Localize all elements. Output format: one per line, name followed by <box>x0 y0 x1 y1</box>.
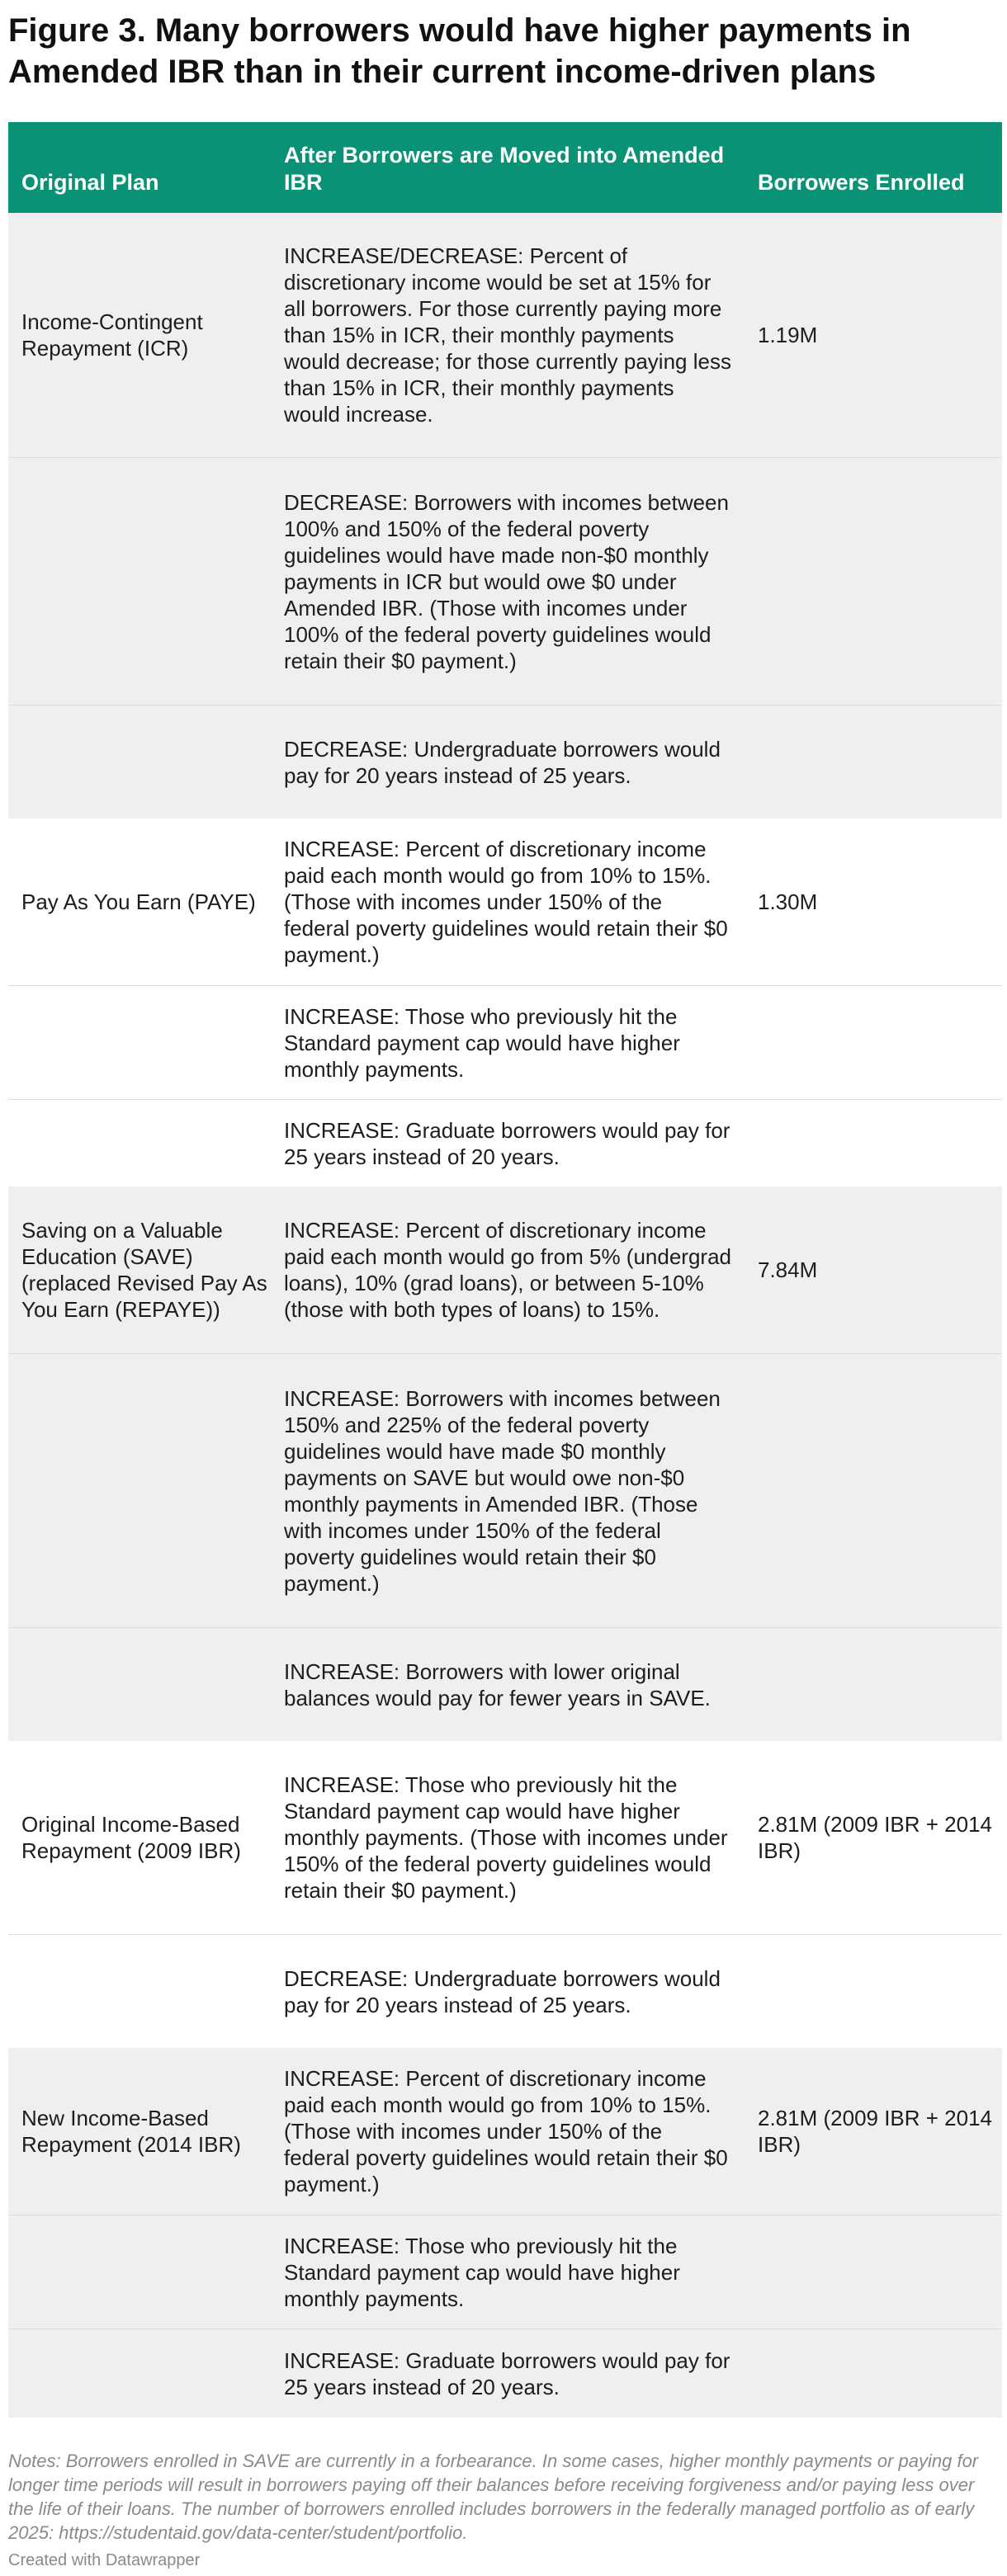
cell-plan: Income-Contingent Repayment (ICR) <box>21 309 203 361</box>
cell-enrolled: 2.81M (2009 IBR + 2014 IBR) <box>758 1812 993 1863</box>
cell-plan: Pay As You Earn (PAYE) <box>21 889 256 914</box>
cell-change: INCREASE: Borrowers with lower original balances would pay for fewer years in SAVE. <box>284 1658 711 1710</box>
header-borrowers-enrolled: Borrowers Enrolled <box>758 170 965 195</box>
table-header <box>8 122 1002 213</box>
header-original-plan: Original Plan <box>21 170 159 195</box>
table-row <box>8 1099 1002 1187</box>
cell-change: DECREASE: Borrowers with incomes between 100% and 150% of the federal poverty guidelines would have made non-$0 monthly payments in ICR but would owe $0 under Amended IBR. (Those with incomes under 100% of the federal poverty guidelines would retain their $0 payment.) <box>284 489 729 673</box>
cell-plan: New Income-Based Repayment (2014 IBR) <box>21 2106 241 2157</box>
cell-change: INCREASE: Those who previously hit the Standard payment cap would have higher monthly payments. <box>284 1003 680 1082</box>
cell-change: INCREASE/DECREASE: Percent of discretionary income would be set at 15% for all borrowers. For those currently paying more than 15% in ICR, their monthly payments would decrease; for those currently paying less than 15% in ICR, their monthly payments would increase. <box>284 243 731 427</box>
notes: Notes: Borrowers enrolled in SAVE are currently in a forbearance. In some cases, higher monthly payments or paying for longer time periods will result in borrowers paying off their balances before receiving forgiveness and/or paying less over the life of their loans. The number of borrowers enrolled includes borrowers in the federally managed portfolio as of early 2025: https://studentaid.gov/data-center/student/portfolio. <box>8 2451 979 2543</box>
datawrapper-credit: Created with Datawrapper <box>8 2551 201 2569</box>
cell-change: INCREASE: Those who previously hit the Standard payment cap would have higher monthly payments. (Those with incomes under 150% of the federal poverty guidelines would retain their $0 payment.) <box>284 1772 728 1903</box>
page-title: Figure 3. Many borrowers would have higher payments in Amended IBR than in their current income-driven plans <box>8 12 911 90</box>
cell-change: INCREASE: Percent of discretionary income paid each month would go from 10% to 15%. (Those with incomes under 150% of the federal poverty guidelines would retain their $0 payment.) <box>284 837 728 967</box>
cell-enrolled: 1.19M <box>758 323 818 347</box>
cell-plan: Saving on a Valuable Education (SAVE) (replaced Revised Pay As You Earn (REPAYE)) <box>21 1218 267 1322</box>
table-row <box>8 2048 1002 2215</box>
table-row <box>8 1187 1002 1353</box>
cell-change: INCREASE: Percent of discretionary income paid each month would go from 10% to 15%. (Those with incomes under 150% of the federal poverty guidelines would retain their $0 payment.) <box>284 2066 728 2196</box>
table-row <box>8 1741 1002 1934</box>
table-row <box>8 457 1002 705</box>
cell-change: DECREASE: Undergraduate borrowers would pay for 20 years instead of 25 years. <box>284 736 721 788</box>
table-row <box>8 1934 1002 2048</box>
cell-enrolled: 2.81M (2009 IBR + 2014 IBR) <box>758 2106 993 2157</box>
table-row <box>8 985 1002 1099</box>
header-after-amended-ibr: After Borrowers are Moved into Amended IBR <box>284 143 725 195</box>
cell-change: INCREASE: Those who previously hit the Standard payment cap would have higher monthly payments. <box>284 2233 680 2311</box>
table-row <box>8 213 1002 457</box>
cell-change: INCREASE: Graduate borrowers would pay for 25 years instead of 20 years. <box>284 1117 730 1169</box>
cell-change: DECREASE: Undergraduate borrowers would pay for 20 years instead of 25 years. <box>284 1965 721 2017</box>
cell-change: INCREASE: Graduate borrowers would pay for 25 years instead of 20 years. <box>284 2347 730 2399</box>
table-row <box>8 1627 1002 1741</box>
table-row <box>8 1353 1002 1627</box>
table-row <box>8 705 1002 819</box>
cell-enrolled: 7.84M <box>758 1257 818 1282</box>
table-row <box>8 2328 1002 2418</box>
cell-enrolled: 1.30M <box>758 889 818 914</box>
table-row <box>8 819 1002 985</box>
data-table <box>8 122 1002 2418</box>
cell-plan: Original Income-Based Repayment (2009 IBR) <box>21 1812 241 1863</box>
table-row <box>8 2215 1002 2328</box>
cell-change: INCREASE: Borrowers with incomes between 150% and 225% of the federal poverty guidelines would have made $0 monthly payments on SAVE but would owe non-$0 monthly payments in Amended IBR. (Those with incomes under 150% of the federal poverty guidelines would retain their $0 payment.) <box>284 1385 721 1596</box>
cell-change: INCREASE: Percent of discretionary income paid each month would go from 5% (undergrad loans), 10% (grad loans), or between 5-10% (those with both types of loans) to 15%. <box>284 1218 731 1322</box>
